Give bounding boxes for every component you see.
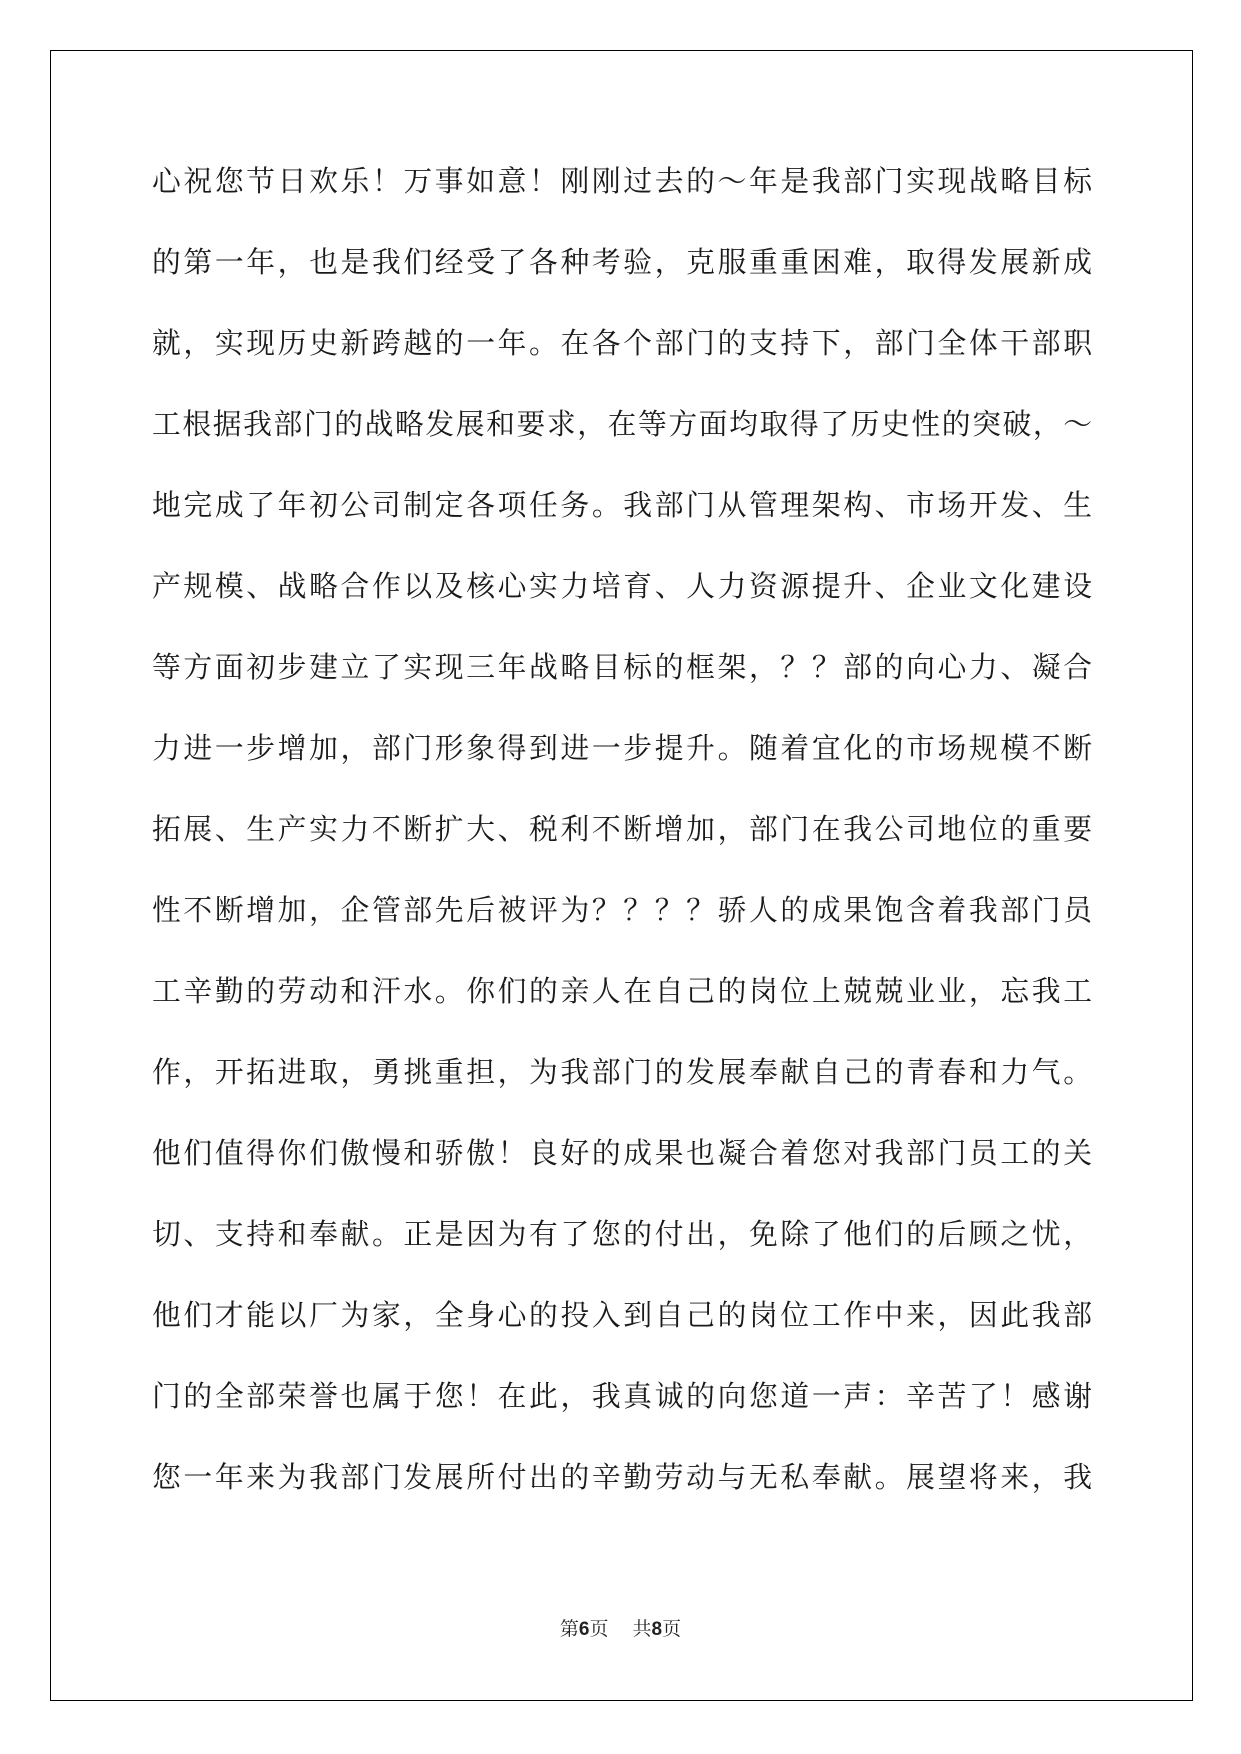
text-line: 门的全部荣誉也属于您！在此，我真诚的向您道一声：辛苦了！感谢 [152, 1379, 1092, 1413]
total-prefix: 共 [632, 1618, 652, 1640]
text-line: 工辛勤的劳动和汗水。你们的亲人在自己的岗位上兢兢业业，忘我工 [152, 974, 1092, 1008]
text-line: 工根据我部门的战略发展和要求，在等方面均取得了历史性的突破，～ [152, 407, 1092, 441]
text-line: 作，开拓进取，勇挑重担，为我部门的发展奉献自己的青春和力气。 [152, 1055, 1092, 1089]
text-line: 等方面初步建立了实现三年战略目标的框架，？？部的向心力、凝合 [152, 650, 1092, 684]
total-suffix: 页 [662, 1618, 682, 1640]
body-text [152, 158, 1092, 1535]
text-line: 他们才能以厂为家，全身心的投入到自己的岗位工作中来，因此我部 [152, 1298, 1092, 1332]
text-line: 产规模、战略合作以及核心实力培育、人力资源提升、企业文化建设 [152, 569, 1092, 603]
text-line: 心祝您节日欢乐！万事如意！刚刚过去的～年是我部门实现战略目标 [152, 164, 1092, 198]
page-prefix: 第 [559, 1618, 579, 1640]
text-line: 的第一年，也是我们经受了各种考验，克服重重困难，取得发展新成 [152, 245, 1092, 279]
page-number: 6 [578, 1619, 590, 1640]
text-line: 地完成了年初公司制定各项任务。我部门从管理架构、市场开发、生 [152, 488, 1092, 522]
text-line: 您一年来为我部门发展所付出的辛勤劳动与无私奉献。展望将来，我 [152, 1460, 1092, 1494]
text-line: 他们值得你们傲慢和骄傲！良好的成果也凝合着您对我部门员工的关 [152, 1136, 1092, 1170]
text-line: 就，实现历史新跨越的一年。在各个部门的支持下，部门全体干部职 [152, 326, 1092, 360]
page-suffix: 页 [589, 1618, 609, 1640]
page-footer [0, 1617, 1241, 1642]
total-pages: 8 [651, 1619, 663, 1640]
text-line: 切、支持和奉献。正是因为有了您的付出，免除了他们的后顾之忧， [152, 1217, 1092, 1251]
text-line: 性不断增加，企管部先后被评为？？？？骄人的成果饱含着我部门员 [152, 893, 1092, 927]
text-line: 拓展、生产实力不断扩大、税利不断增加，部门在我公司地位的重要 [152, 812, 1092, 846]
text-line: 力进一步增加，部门形象得到进一步提升。随着宜化的市场规模不断 [152, 731, 1092, 765]
